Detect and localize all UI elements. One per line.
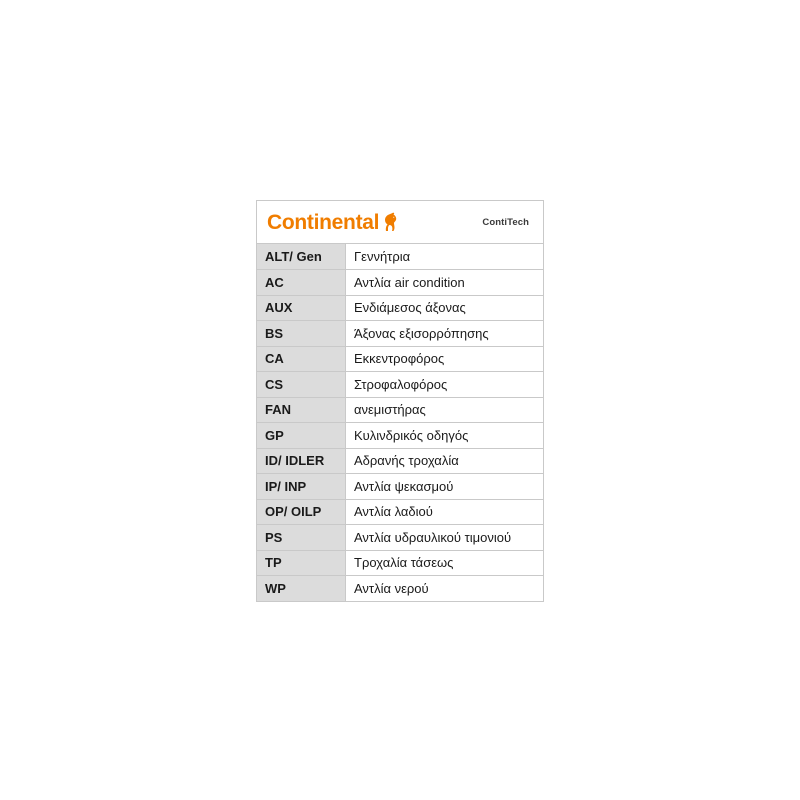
legend-code: TP: [257, 550, 346, 576]
table-row: [257, 525, 543, 551]
table-row: [257, 372, 543, 398]
legend-description: Στροφαλοφόρος: [346, 372, 544, 398]
legend-code: ALT/ Gen: [257, 244, 346, 270]
table-row: [257, 397, 543, 423]
legend-code: ID/ IDLER: [257, 448, 346, 474]
legend-description: Αντλία νερού: [346, 576, 544, 602]
horse-logo-icon: [383, 212, 398, 232]
legend-description: Άξονας εξισορρόπησης: [346, 321, 544, 347]
table-row: [257, 576, 543, 602]
legend-header: [257, 201, 543, 244]
table-row: [257, 346, 543, 372]
legend-code: OP/ OILP: [257, 499, 346, 525]
legend-code: PS: [257, 525, 346, 551]
legend-description: ανεμιστήρας: [346, 397, 544, 423]
legend-description: Γεννήτρια: [346, 244, 544, 270]
table-row: [257, 448, 543, 474]
legend-code: IP/ INP: [257, 474, 346, 500]
legend-card: [256, 200, 544, 602]
legend-code: CS: [257, 372, 346, 398]
legend-code: CA: [257, 346, 346, 372]
legend-description: Ενδιάμεσος άξονας: [346, 295, 544, 321]
sub-brand-label: ContiTech: [482, 216, 529, 228]
table-row: [257, 550, 543, 576]
brand-lockup: [267, 212, 398, 233]
legend-description: Αντλία λαδιού: [346, 499, 544, 525]
table-row: [257, 321, 543, 347]
legend-description: Εκκεντροφόρος: [346, 346, 544, 372]
legend-code: GP: [257, 423, 346, 449]
legend-code: AUX: [257, 295, 346, 321]
table-row: [257, 295, 543, 321]
table-row: [257, 474, 543, 500]
legend-description: Αντλία air condition: [346, 270, 544, 296]
legend-code: AC: [257, 270, 346, 296]
legend-code: FAN: [257, 397, 346, 423]
legend-table-body: [257, 244, 543, 601]
legend-description: Αδρανής τροχαλία: [346, 448, 544, 474]
legend-code: WP: [257, 576, 346, 602]
table-row: [257, 499, 543, 525]
brand-wordmark: Continental: [267, 210, 380, 234]
legend-description: Τροχαλία τάσεως: [346, 550, 544, 576]
legend-description: Αντλία ψεκασμού: [346, 474, 544, 500]
table-row: [257, 423, 543, 449]
legend-description: Αντλία υδραυλικού τιμονιού: [346, 525, 544, 551]
legend-table: [257, 244, 543, 601]
table-row: [257, 270, 543, 296]
table-row: [257, 244, 543, 270]
legend-description: Κυλινδρικός οδηγός: [346, 423, 544, 449]
legend-code: BS: [257, 321, 346, 347]
